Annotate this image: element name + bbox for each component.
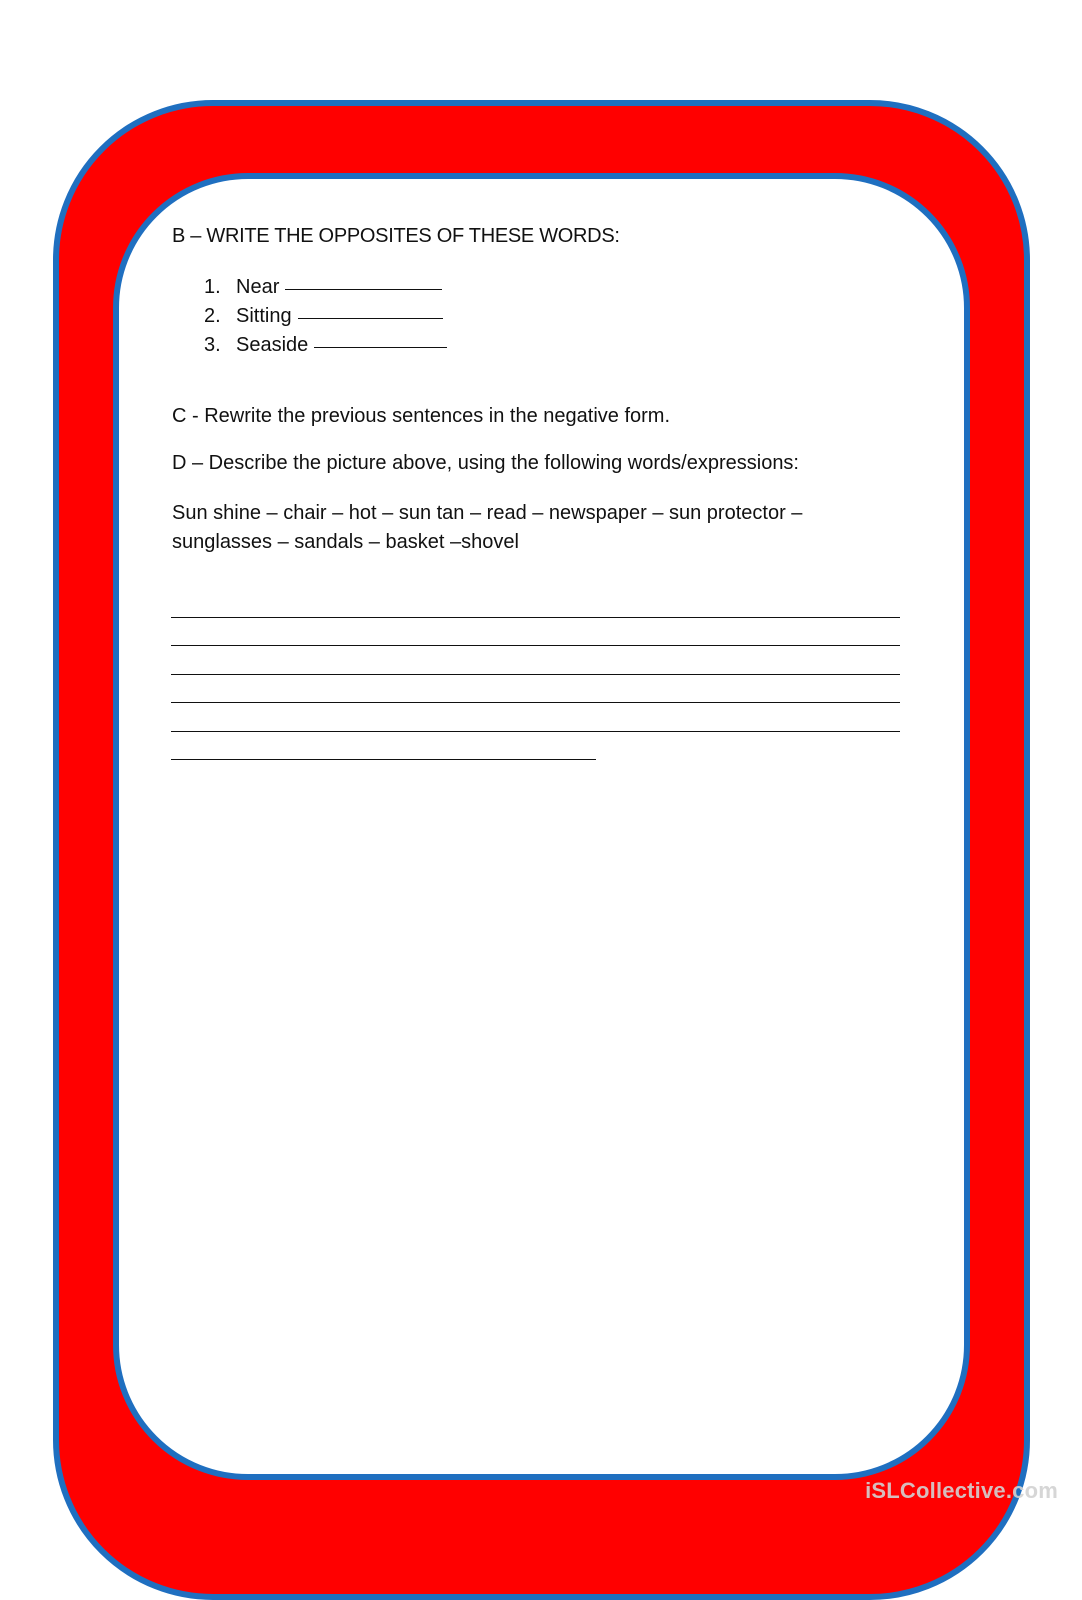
writing-line[interactable] [171, 703, 900, 732]
list-item [204, 272, 902, 301]
writing-line[interactable] [171, 618, 900, 647]
section-c-instruction: C - Rewrite the previous sentences in the negative form. [172, 405, 671, 427]
section-b-heading: B – WRITE THE OPPOSITES OF THESE WORDS: [172, 225, 620, 247]
item-number: 3. [204, 334, 221, 356]
writing-line[interactable] [171, 675, 900, 704]
writing-line[interactable] [171, 646, 900, 675]
opposites-list [172, 272, 902, 359]
section-d-instruction: D – Describe the picture above, using the following words/expressions: [172, 452, 799, 474]
writing-line[interactable] [171, 732, 596, 761]
answer-blank[interactable] [298, 298, 443, 319]
item-word: Sitting [236, 305, 292, 327]
answer-blank[interactable] [314, 327, 447, 348]
answer-blank[interactable] [285, 269, 442, 290]
list-item [204, 330, 902, 359]
item-word: Near [236, 276, 280, 298]
worksheet-content [172, 225, 902, 760]
item-number: 1. [204, 276, 221, 298]
item-word: Seaside [236, 334, 309, 356]
list-item [204, 301, 902, 330]
item-number: 2. [204, 305, 221, 327]
word-bank: Sun shine – chair – hot – sun tan – read – newspaper – sun protector – sunglasses – sandals – basket –shovel [172, 502, 803, 553]
watermark: iSLCollective.com [865, 1478, 1058, 1503]
writing-area[interactable] [172, 589, 902, 760]
writing-line[interactable] [171, 589, 900, 618]
